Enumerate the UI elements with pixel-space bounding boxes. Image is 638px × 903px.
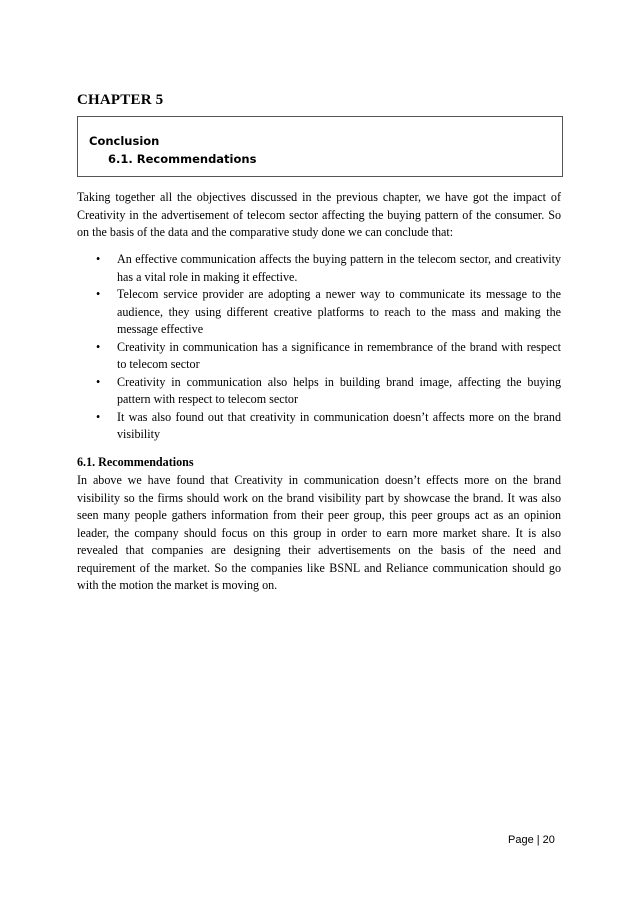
bullet-icon: •	[96, 374, 101, 389]
list-item-text: Creativity in communication has a significance in remembrance of the brand with respect to telecom sector	[117, 339, 561, 371]
list-item	[77, 374, 561, 409]
conclusion-list	[77, 251, 561, 444]
intro-paragraph: Taking together all the objectives discussed in the previous chapter, we have got the impact of Creativity in the advertisement of telecom sector affecting the buying pattern of the consumer. So on the basis of the data and the comparative study done we can conclude that:	[77, 190, 561, 239]
recommendations-heading: 6.1. Recommendations	[77, 455, 194, 469]
chapter-title: CHAPTER 5	[77, 92, 164, 108]
list-item-text: An effective communication affects the buying pattern in the telecom sector, and creativity has a vital role in making it effective.	[117, 252, 561, 284]
toc-box	[77, 116, 563, 177]
list-item	[77, 409, 561, 444]
list-item-text: It was also found out that creativity in communication doesn’t affects more on the brand visibility	[117, 409, 561, 441]
bullet-icon: •	[96, 252, 101, 266]
list-item	[77, 251, 561, 286]
list-item	[77, 286, 561, 339]
toc-conclusion: Conclusion	[89, 134, 160, 148]
bullet-icon: •	[96, 287, 101, 301]
list-item-text: Telecom service provider are adopting a newer way to communicate its message to the audience, they using different creative platforms to reach to the mass and making the message effective	[117, 287, 561, 336]
list-item-text: Creativity in communication also helps in building brand image, affecting the buying pattern with respect to telecom sector	[117, 374, 561, 406]
bullet-icon: •	[96, 339, 101, 354]
bullet-icon: •	[96, 409, 101, 424]
page-number: Page | 20	[508, 834, 555, 846]
recommendations-paragraph: In above we have found that Creativity in communication doesn’t effects more on the brand visibility so the firms should work on the brand visibility part by showcase the brand. It was also seen many people gathers information from their peer group, this peer groups act as an opinion leader, the company should focus on this group in order to earn more market share. It is also revealed that companies are designing their advertisements on the basis of the need and requirement of the market. So the companies like BSNL and Reliance communication should go with the motion the market is moving on.	[77, 473, 561, 592]
toc-recommendations: 6.1. Recommendations	[108, 152, 257, 166]
list-item	[77, 339, 561, 374]
